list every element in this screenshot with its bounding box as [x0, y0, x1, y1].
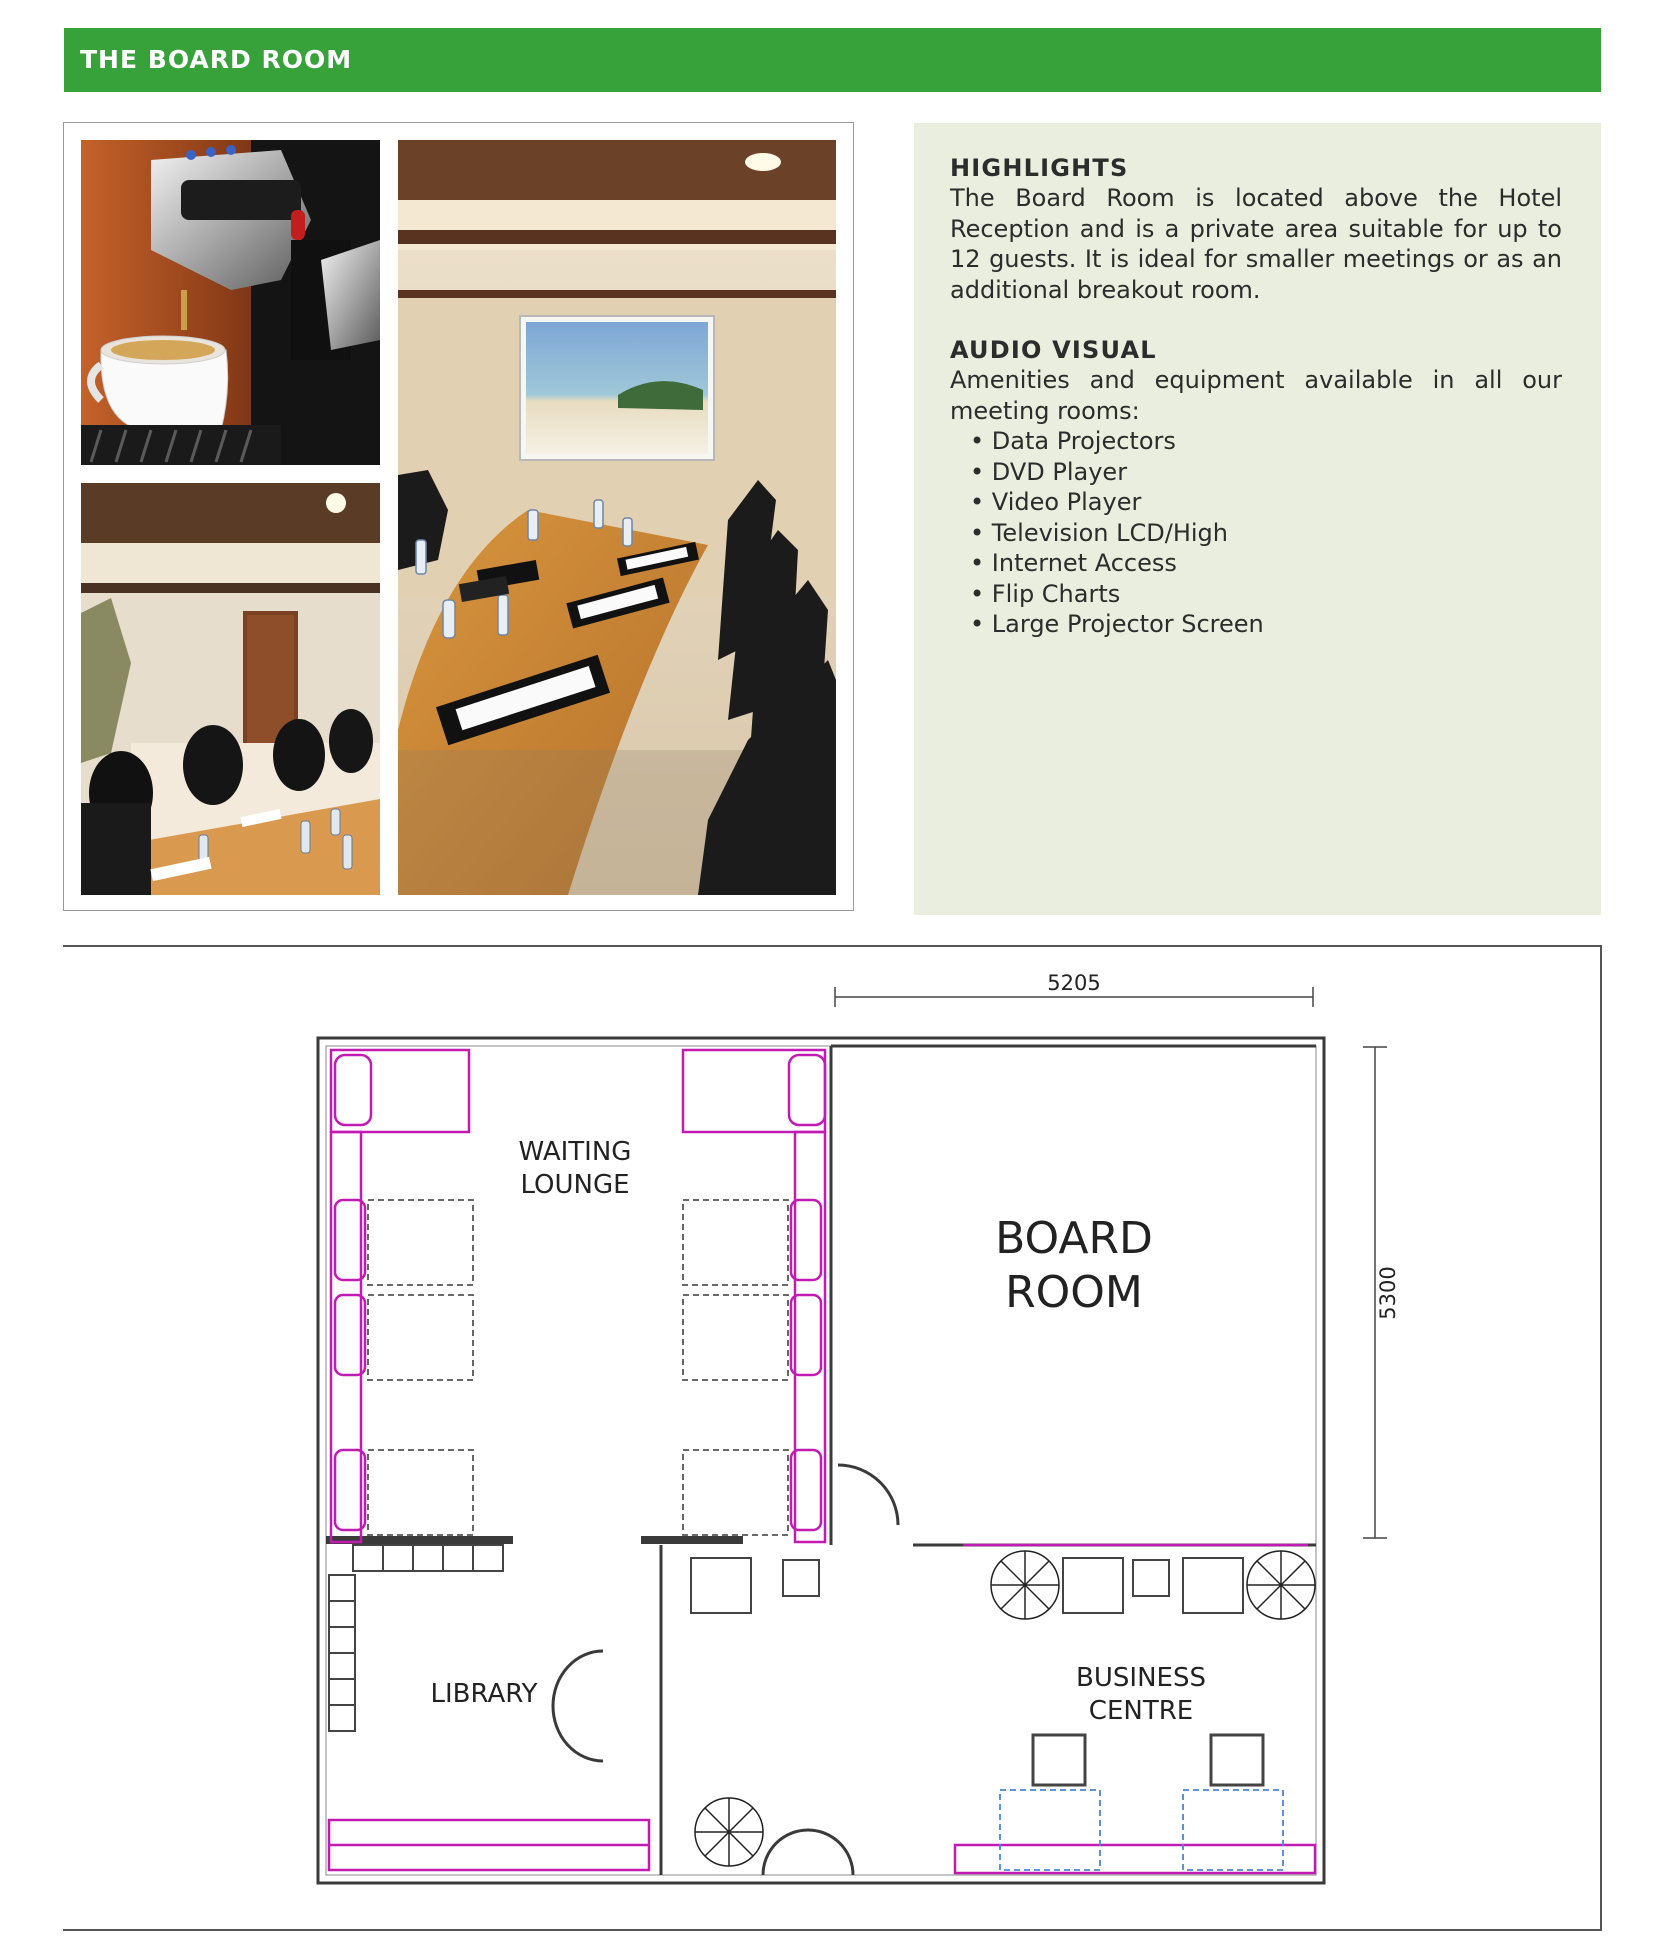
floor-plan [63, 945, 1602, 1931]
floor-plan-drawing [63, 945, 1602, 1931]
section-banner [64, 28, 1601, 92]
list-item: • Large Projector Screen [970, 609, 1562, 640]
info-panel [914, 123, 1601, 915]
business-centre-label-1: BUSINESS [1076, 1663, 1206, 1693]
photo-collage [63, 122, 854, 911]
list-item: • Data Projectors [970, 426, 1562, 457]
waiting-lounge-label-2: LOUNGE [520, 1170, 630, 1200]
audio-visual-intro: Amenities and equipment available in all our meeting rooms: [950, 366, 1562, 425]
list-item: • Video Player [970, 487, 1562, 518]
list-item: • DVD Player [970, 457, 1562, 488]
page-title: THE BOARD ROOM [80, 45, 353, 74]
board-room-label-2: ROOM [1005, 1267, 1143, 1318]
list-item: • Television LCD/High [970, 518, 1562, 549]
amenities-list [950, 426, 1562, 640]
boardroom-main-photo [398, 140, 836, 895]
audio-visual-heading: AUDIO VISUAL [950, 336, 1157, 364]
waiting-lounge-label-1: WAITING [518, 1137, 632, 1167]
list-item: • Flip Charts [970, 579, 1562, 610]
list-item: • Internet Access [970, 548, 1562, 579]
boardroom-side-photo [81, 483, 380, 895]
library-label: LIBRARY [430, 1679, 538, 1709]
highlights-text: The Board Room is located above the Hotel Reception and is a private area suitable for up to 12 guests. It is ideal for smaller meetings or as an additional breakout room. [950, 184, 1562, 304]
board-room-label-1: BOARD [995, 1213, 1153, 1264]
coffee-machine-photo [81, 140, 380, 465]
dimension-width: 5205 [1047, 971, 1101, 995]
highlights-heading: HIGHLIGHTS [950, 154, 1129, 182]
info-content [950, 153, 1562, 640]
business-centre-label-2: CENTRE [1088, 1696, 1194, 1726]
dimension-height: 5300 [1376, 1266, 1400, 1320]
